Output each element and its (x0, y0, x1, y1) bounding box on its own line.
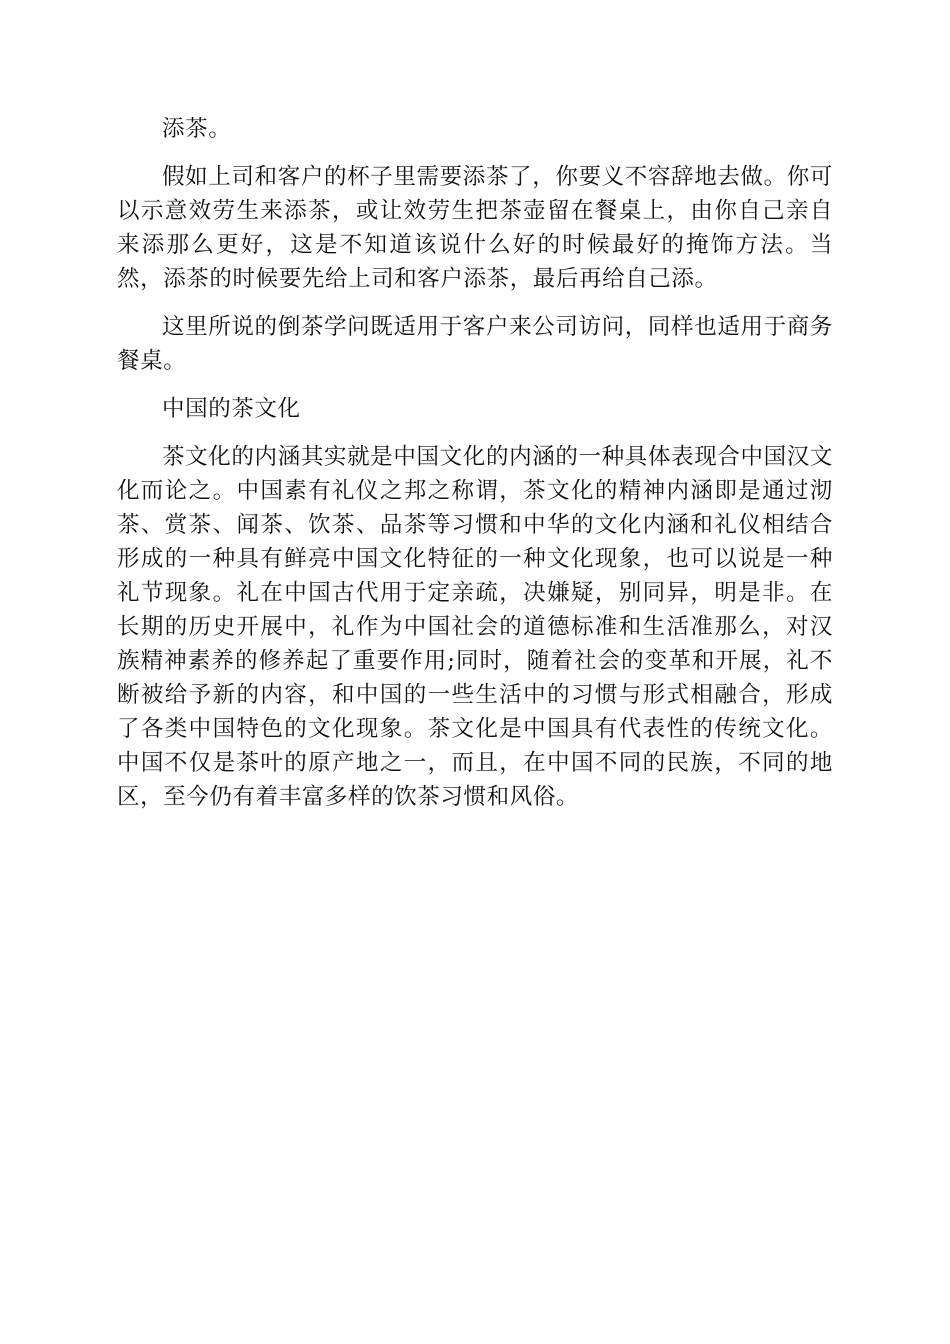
paragraph-refill-etiquette: 假如上司和客户的杯子里需要添茶了，你要义不容辞地去做。你可以示意效劳生来添茶，或让效劳生把茶壶留在餐桌上，由你自己亲自来添那么更好，这是不知道该说什么好的时候最好的掩饰方法。当然，添茶的时候要先给上司和客户添茶，最后再给自己添。 (117, 164, 833, 292)
document-body (117, 112, 833, 828)
paragraph-add-tea: 添茶。 (162, 116, 232, 142)
paragraph-tea-culture: 茶文化的内涵其实就是中国文化的内涵的一种具体表现合中国汉文化而论之。中国素有礼仪之邦之称谓，茶文化的精神内涵即是通过沏茶、赏茶、闻茶、饮茶、品茶等习惯和中华的文化内涵和礼仪相结合形成的一种具有鲜亮中国文化特征的一种文化现象，也可以说是一种礼节现象。礼在中国古代用于定亲疏，决嫌疑，别同异，明是非。在长期的历史开展中，礼作为中国社会的道德标准和生活准那么，对汉族精神素养的修养起了重要作用;同时，随着社会的变革和开展，礼不断被给予新的内容，和中国的一些生活中的习惯与形式相融合，形成了各类中国特色的文化现象。茶文化是中国具有代表性的传统文化。中国不仅是茶叶的原产地之一，而且，在中国不同的民族，不同的地区，至今仍有着丰富多样的饮茶习惯和风俗。 (117, 444, 833, 810)
paragraph-scope: 这里所说的倒茶学问既适用于客户来公司访问，同样也适用于商务餐桌。 (117, 314, 833, 374)
section-heading-tea-culture: 中国的茶文化 (162, 396, 301, 422)
